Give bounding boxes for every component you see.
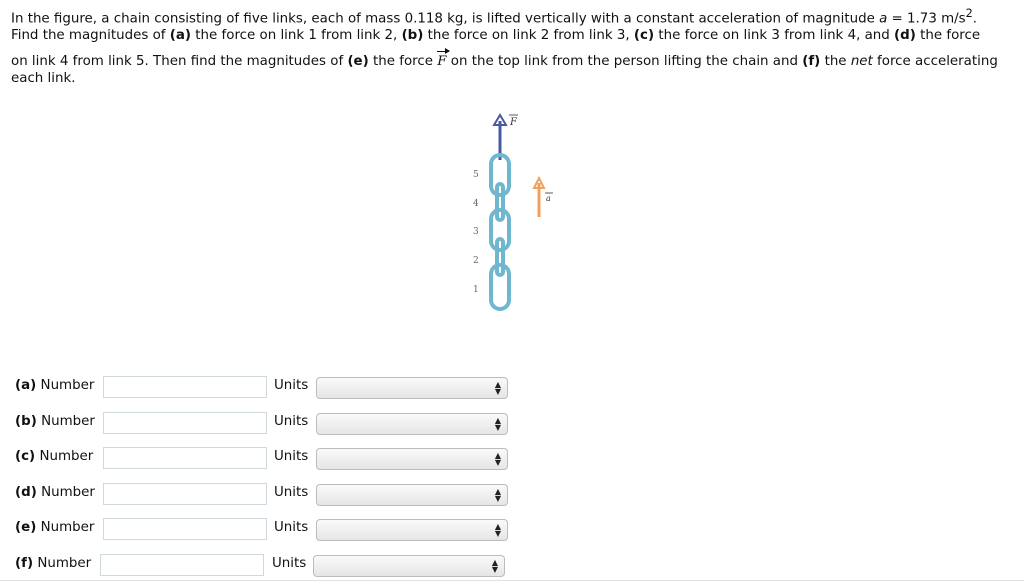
chain-figure	[460, 105, 570, 320]
chain-link-5	[491, 155, 509, 195]
answer-a-units-select[interactable]	[316, 377, 508, 399]
question-line-3: on link 4 from link 5. Then find the magnitudes of (e) the force F on the top link from the person lifting the chain and (f) the net force accelerating each link.	[11, 54, 998, 86]
answer-d-number-input[interactable]	[103, 483, 267, 505]
select-arrows-icon: ▲ ▼	[494, 380, 501, 396]
answer-b-units-label: Units	[274, 414, 309, 429]
answer-c-number-input[interactable]	[103, 447, 267, 469]
answer-row-e: (e) Number Units ▲ ▼	[0, 517, 520, 543]
question-text	[11, 6, 1021, 87]
link-number-1: 1	[473, 285, 479, 295]
accel-arrow-label: a	[546, 194, 551, 203]
force-arrow-label: F	[510, 117, 517, 128]
answer-d-units-select[interactable]	[316, 484, 508, 506]
answer-row-f: (f) Number Units ▲ ▼	[0, 553, 520, 579]
question-line-2: Find the magnitudes of (a) the force on link 1 from link 2, (b) the force on link 2 from link 3, (c) the force on link 3 from link 4, and (d) the force	[11, 27, 981, 43]
answer-d-units-label: Units	[274, 485, 309, 500]
answer-f-units-select[interactable]	[313, 555, 505, 577]
select-arrows-icon: ▲ ▼	[494, 487, 501, 503]
link-number-4: 4	[473, 199, 479, 209]
answer-c-units-select[interactable]	[316, 448, 508, 470]
question-line-1: In the figure, a chain consisting of five links, each of mass 0.118 kg, is lifted vertically with a constant acceleration of magnitude a = 1.73 $m/s^2$.	[11, 7, 978, 27]
answer-e-number-input[interactable]	[103, 518, 267, 540]
force-vector-symbol: F	[437, 54, 447, 70]
link-number-3: 3	[473, 227, 479, 237]
link-number-2: 2	[473, 256, 479, 266]
chain-link-4	[497, 184, 503, 220]
answer-e-units-label: Units	[274, 520, 309, 535]
answer-e-units-select[interactable]	[316, 519, 508, 541]
answer-c-units-label: Units	[274, 449, 309, 464]
answer-row-a: (a) Number Units ▲ ▼	[0, 375, 520, 401]
answer-row-d: (d) Number Units ▲ ▼	[0, 482, 520, 508]
answer-row-b: (b) Number Units ▲ ▼	[0, 411, 520, 437]
select-arrows-icon: ▲ ▼	[494, 416, 501, 432]
answer-f-number-input[interactable]	[100, 554, 264, 576]
answer-b-units-select[interactable]	[316, 413, 508, 435]
select-arrows-icon: ▲ ▼	[491, 558, 498, 574]
bottom-divider	[0, 580, 1024, 581]
chain-link-2	[497, 239, 503, 275]
answer-b-number-input[interactable]	[103, 412, 267, 434]
chain-link-1	[491, 265, 509, 309]
chain-link-3	[491, 210, 509, 250]
answer-a-units-label: Units	[274, 378, 309, 393]
select-arrows-icon: ▲ ▼	[494, 522, 501, 538]
link-number-5: 5	[473, 170, 479, 180]
chain-links	[491, 155, 509, 309]
answer-row-c: (c) Number Units ▲ ▼	[0, 446, 520, 472]
answer-a-number-input[interactable]	[103, 376, 267, 398]
answer-f-units-label: Units	[272, 556, 307, 571]
select-arrows-icon: ▲ ▼	[494, 451, 501, 467]
